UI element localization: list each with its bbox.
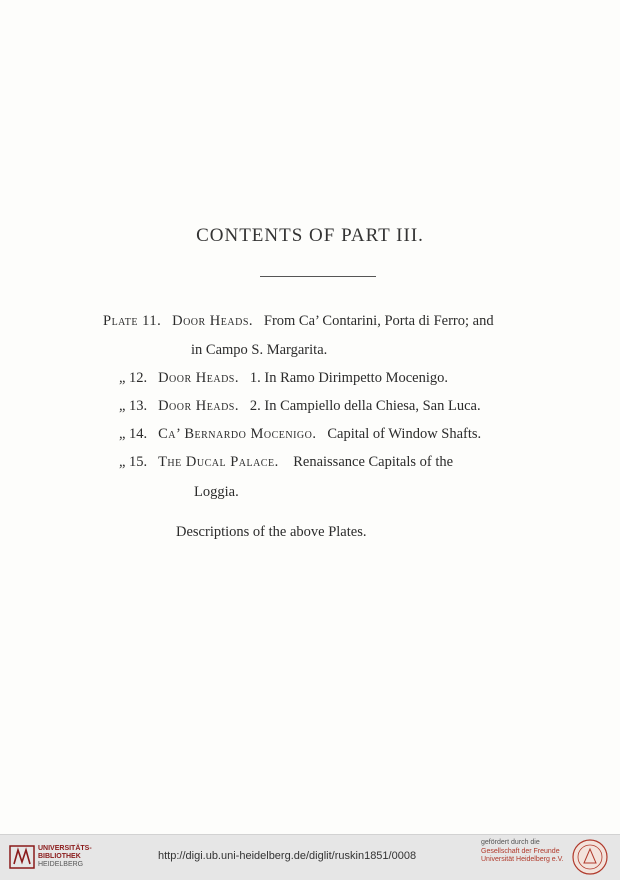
plate-entry-13 xyxy=(119,398,481,415)
plate-title: Door Heads. xyxy=(158,398,239,414)
sponsor-text: gefördert durch die Gesellschaft der Freunde Universität Heidelberg e.V. xyxy=(481,839,564,863)
plate-entry-12 xyxy=(119,370,448,387)
plate-title: Ca’ Bernardo Mocenigo. xyxy=(158,426,317,442)
plate-entry-14 xyxy=(119,426,481,443)
plate-number: „ 14. xyxy=(119,426,148,442)
plate-entry-15 xyxy=(119,454,453,471)
title-rule xyxy=(260,276,376,277)
plate-title: Door Heads. xyxy=(158,370,239,386)
plate-number: „ 15. xyxy=(119,454,148,470)
permalink-url[interactable]: http://digi.ub.uni-heidelberg.de/diglit/ruskin1851/0008 xyxy=(158,850,417,862)
plate-description: 1. In Ramo Dirimpetto Mocenigo. xyxy=(249,370,448,386)
library-logo-icon xyxy=(8,842,36,872)
plate-description: Capital of Window Shafts. xyxy=(327,426,482,442)
plate-title: Door Heads. xyxy=(172,313,254,329)
plate-number: „ 12. xyxy=(119,370,148,386)
plate-description: 2. In Campiello della Chiesa, San Luca. xyxy=(249,398,481,414)
plate-entry-15-continued: Loggia. xyxy=(194,484,239,500)
university-seal-icon xyxy=(571,838,609,876)
plate-entry-11-continued: in Campo S. Margarita. xyxy=(191,342,328,358)
library-name: UNIVERSITÄTS- BIBLIOTHEK HEIDELBERG xyxy=(38,845,92,868)
plate-title: The Ducal Palace. xyxy=(158,454,279,470)
plate-number: Plate 11. xyxy=(103,313,162,329)
plate-number: „ 13. xyxy=(119,398,148,414)
plate-description: From Ca’ Contarini, Porta di Ferro; and xyxy=(263,313,494,329)
plate-description: Renaissance Capitals of the xyxy=(293,454,454,470)
plate-entry-11 xyxy=(103,313,494,330)
plates-note: Descriptions of the above Plates. xyxy=(176,524,367,540)
page-title: CONTENTS OF PART III. xyxy=(196,225,424,246)
